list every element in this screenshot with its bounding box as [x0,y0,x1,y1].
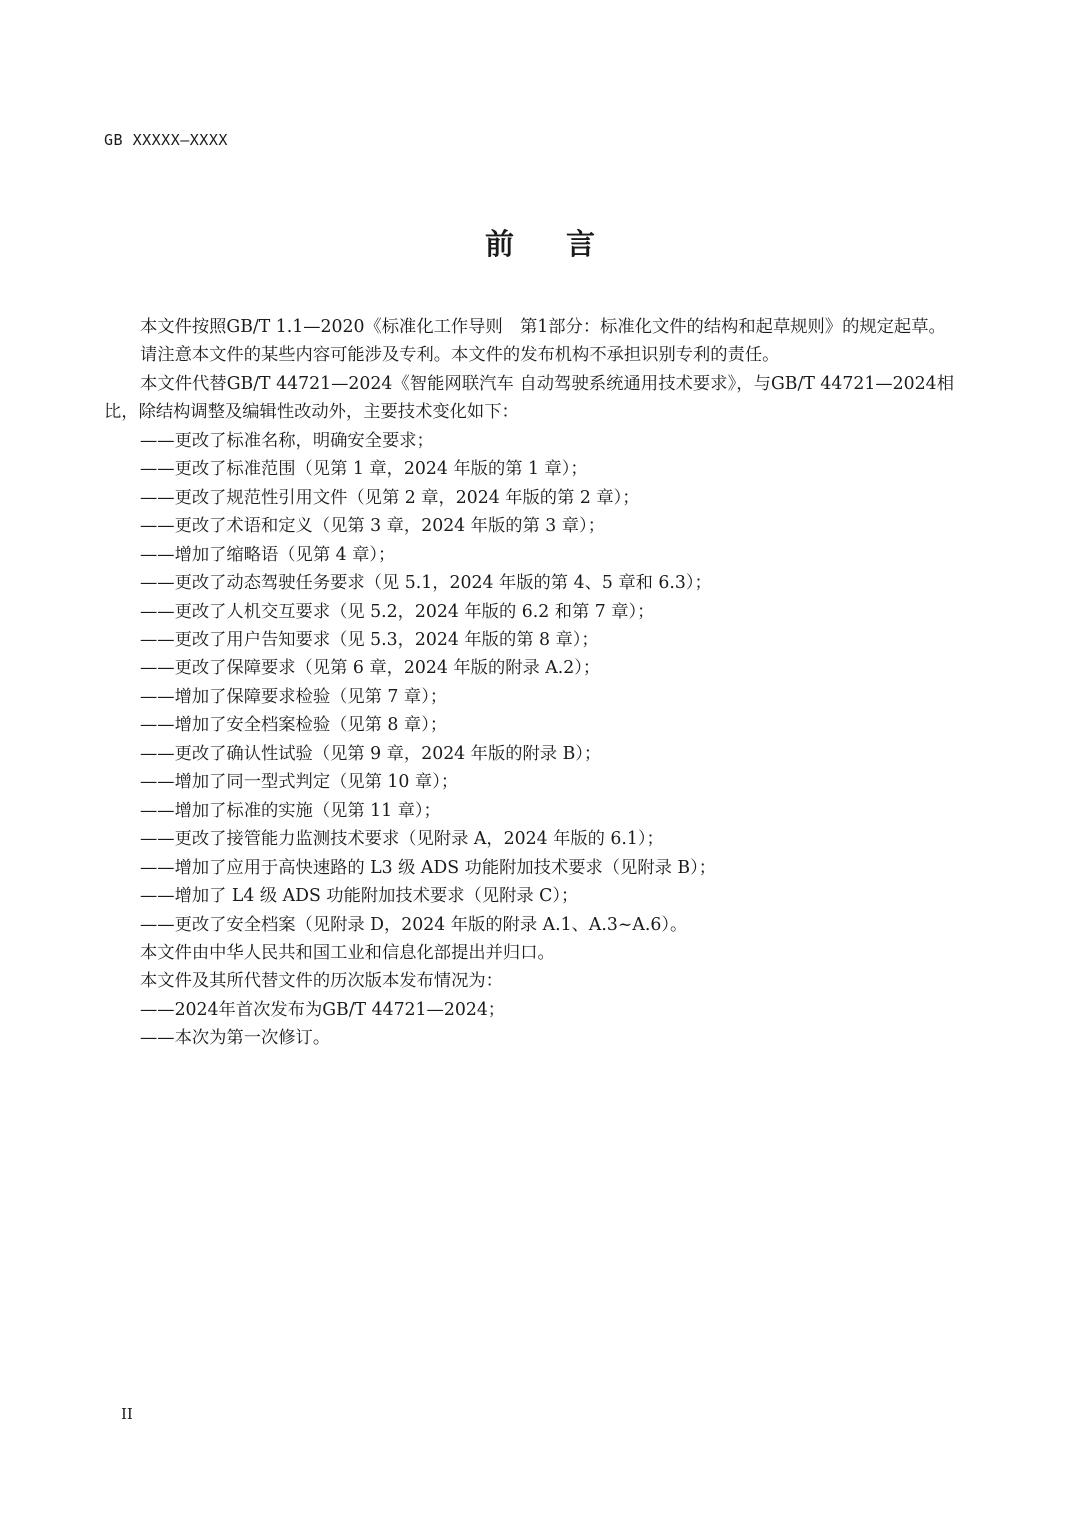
change-item: ——更改了标准名称，明确安全要求； [140,430,434,451]
paragraph-patent-notice: 请注意本文件的某些内容可能涉及专利。本文件的发布机构不承担识别专利的责任。 [140,345,780,366]
change-item: ——更改了安全档案（见附录 D，2024 年版的附录 A.1、A.3~A.6）。 [140,914,688,935]
change-item: ——更改了接管能力监测技术要求（见附录 A，2024 年版的 6.1）； [140,829,664,850]
title-char-1: 前 [484,227,514,261]
title-char-2: 言 [566,227,596,261]
history-item: ——2024年首次发布为GB/T 44721—2024； [140,999,506,1020]
change-item: ——更改了规范性引用文件（见第 2 章，2024 年版的第 2 章）； [140,487,640,508]
paragraph-drafting-rules: 本文件按照GB/T 1.1—2020《标准化工作导则 第1部分：标准化文件的结构和起草规则》的规定起草。 [140,317,946,337]
change-item: ——增加了标准的实施（见第 11 章）； [140,800,441,821]
change-item: ——增加了同一型式判定（见第 10 章）； [140,772,459,793]
change-item: ——更改了标准范围（见第 1 章，2024 年版的第 1 章）； [140,459,588,480]
history-item: ——本次为第一次修订。 [140,1028,331,1049]
change-item: ——更改了用户告知要求（见 5.3，2024 年版的第 8 章）； [140,629,599,650]
change-item: ——更改了保障要求（见第 6 章，2024 年版的附录 A.2）； [140,658,601,679]
change-item: ——增加了缩略语（见第 4 章）； [140,544,396,565]
change-item: ——增加了安全档案检验（见第 8 章）； [140,715,448,736]
page-title [0,222,1080,263]
change-item: ——增加了应用于高快速路的 L3 级 ADS 功能附加技术要求（见附录 B）； [140,857,717,878]
paragraph-replacement: 本文件代替GB/T 44721—2024《智能网联汽车 自动驾驶系统通用技术要求》，与GB/T 44721—2024相比，除结构调整及编辑性改动外，主要技术变化如下： [104,373,954,423]
change-item: ——更改了动态驾驶任务要求（见 5.1，2024 年版的第 4、5 章和 6.3）； [140,573,712,594]
change-item: ——增加了 L4 级 ADS 功能附加技术要求（见附录 C）； [140,886,579,907]
paragraph-version-history: 本文件及其所代替文件的历次版本发布情况为： [140,971,503,992]
change-item: ——更改了人机交互要求（见 5.2，2024 年版的 6.2 和第 7 章）； [140,601,655,622]
change-item: ——更改了确认性试验（见第 9 章，2024 年版的附录 B）； [140,743,602,764]
foreword-body [104,313,954,1053]
change-item: ——更改了术语和定义（见第 3 章，2024 年版的第 3 章）； [140,516,605,537]
change-item: ——增加了保障要求检验（见第 7 章）； [140,686,448,707]
page-number: II [121,1405,133,1423]
standard-code-header: GB XXXXX—XXXX [104,131,228,149]
paragraph-proposer: 本文件由中华人民共和国工业和信息化部提出并归口。 [140,942,555,963]
